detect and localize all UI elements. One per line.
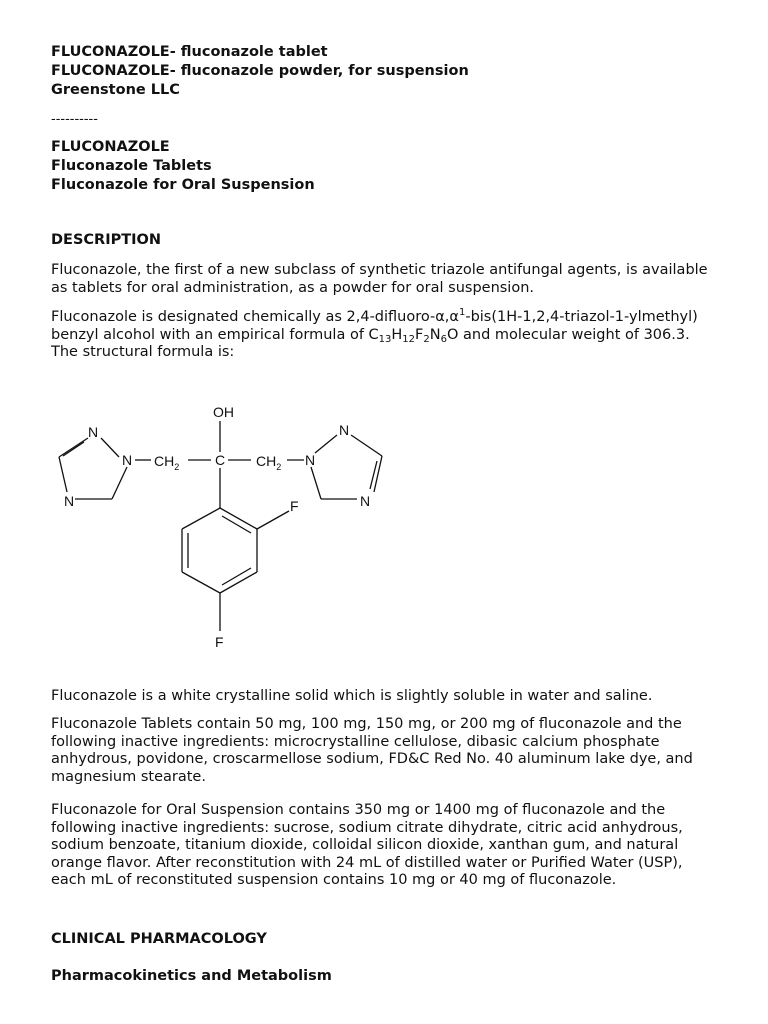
- structure-label-c: C: [215, 452, 226, 468]
- structure-label-ch2: $CH_2$: [256, 453, 282, 472]
- structure-label-n: N: [122, 452, 133, 468]
- document-header: [51, 43, 721, 100]
- description-paragraph-5: Fluconazole for Oral Suspension contains 350 mg or 1400 mg of fluconazole and the following inactive ingredients: sucrose, sodium citrate dihydrate, citric acid anhydrous, sodium benzoate, titanium dioxide, colloidal silicon dioxide, xanthan gum, and natural orange flavor. After reconstitution with 24 mL of distilled water or Purified Water (USP), each mL of reconstituted suspension contains 10 mg or 40 mg of fluconazole.: [51, 802, 683, 888]
- description-paragraph-4: Fluconazole Tablets contain 50 mg, 100 mg, 150 mg, or 200 mg of fluconazole and the following inactive ingredients: microcrystalline cellulose, dibasic calcium phosphate anhydrous, povidone, croscarmellose sodium, FD&C Red No. 40 aluminum lake dye, and magnesium stearate.: [51, 716, 693, 785]
- structure-label-f: F: [215, 634, 224, 650]
- drug-subtitle-suspension: Fluconazole for Oral Suspension: [51, 177, 315, 193]
- structural-formula-drawing: [51, 395, 411, 660]
- product-line-tablet: FLUCONAZOLE- fluconazole tablet: [51, 44, 328, 60]
- header-divider: ----------: [51, 112, 98, 127]
- title-block: [51, 138, 721, 195]
- structure-label-n: N: [305, 452, 316, 468]
- description-paragraph-2: Fluconazole is designated chemically as $2,4-difluoro-\alpha,\alpha^1-bis(1H-1,2,4-triazol-1-ylmethyl)$ benzyl alcohol with an empirical formula of $C_{13}H_{12}F_2N_6O$ and molecular weight of 306.3. The structural formula is:: [51, 307, 698, 360]
- description-paragraph-1: Fluconazole, the first of a new subclass of synthetic triazole antifungal agents, is available as tablets for oral administration, as a powder for oral suspension.: [51, 262, 708, 296]
- structure-label-n: N: [64, 493, 75, 509]
- structure-label-f: F: [290, 498, 299, 514]
- product-line-powder: FLUCONAZOLE- fluconazole powder, for suspension: [51, 63, 469, 79]
- structure-label-oh: OH: [213, 404, 234, 420]
- structure-label-n: N: [339, 422, 350, 438]
- drug-title: FLUCONAZOLE: [51, 139, 170, 155]
- drug-subtitle-tablets: Fluconazole Tablets: [51, 158, 212, 174]
- description-paragraph-3: Fluconazole is a white crystalline solid which is slightly soluble in water and saline.: [51, 688, 653, 704]
- structure-label-n: N: [360, 493, 371, 509]
- clinical-pharmacology-heading: CLINICAL PHARMACOLOGY: [51, 931, 267, 947]
- structure-label-n: N: [88, 424, 99, 440]
- structural-formula: [51, 395, 411, 660]
- structure-label-ch2: $CH_2$: [154, 453, 180, 472]
- pharmacokinetics-subheading: Pharmacokinetics and Metabolism: [51, 968, 332, 984]
- description-heading: DESCRIPTION: [51, 232, 161, 248]
- manufacturer-name: Greenstone LLC: [51, 82, 180, 98]
